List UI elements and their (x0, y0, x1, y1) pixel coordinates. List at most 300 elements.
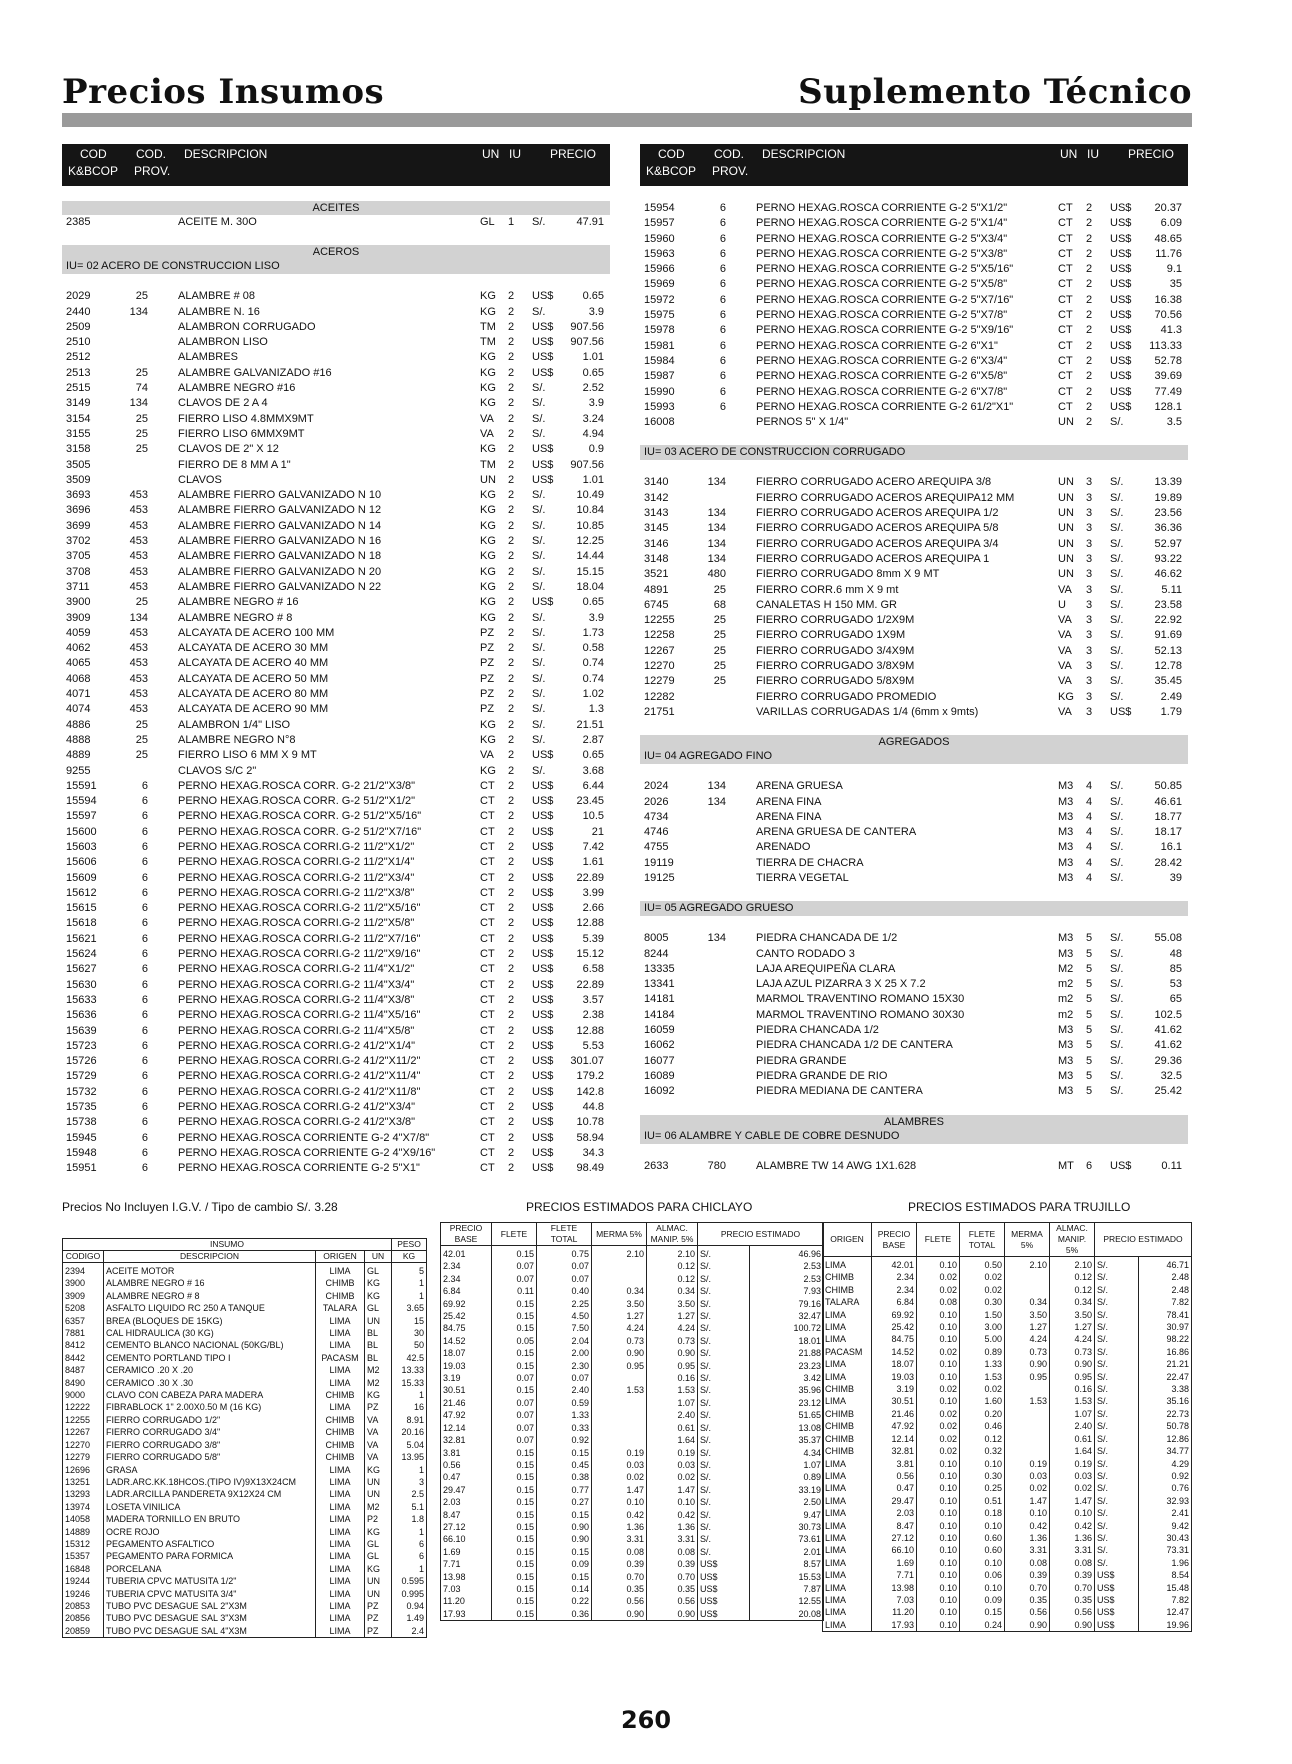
table-cell: 2.4 (392, 1625, 427, 1638)
item-iu: 5 (1086, 1069, 1093, 1082)
table-cell: S/. (1095, 1520, 1139, 1532)
table-cell: 21.21 (1138, 1358, 1191, 1370)
item-price: 52.97 (1154, 537, 1182, 550)
table-cell: 3.31 (592, 1533, 647, 1545)
table-row (62, 305, 610, 320)
item-description: PIEDRA CHANCADA DE 1/2 (756, 932, 898, 945)
item-unit: KG (480, 351, 496, 364)
provider-code: 6 (719, 385, 726, 398)
item-price: 18.17 (1154, 826, 1182, 839)
item-iu: 2 (508, 504, 515, 517)
provider-code: 134 (707, 522, 726, 535)
item-price: 907.56 (570, 458, 604, 471)
item-unit: TM (480, 320, 496, 333)
item-description: FIERRO DE 8 MM A 1" (178, 458, 291, 471)
table-cell: LIMA (823, 1470, 872, 1482)
table-cell: M2 (365, 1377, 392, 1389)
table-cell: LIMA (316, 1538, 365, 1550)
item-iu: 3 (1086, 491, 1093, 504)
group-heading: IU= 02 ACERO DE CONSTRUCCION LISO (62, 259, 610, 274)
item-code: 15609 (66, 871, 97, 884)
spacer (640, 886, 1188, 901)
item-price: 142.8 (576, 1085, 604, 1098)
provider-code: 6 (719, 370, 726, 383)
item-description: ARENADO (756, 841, 811, 854)
table-cell: CHIMB (316, 1426, 365, 1438)
item-description: PERNO HEXAG.ROSCA CORRI.G-2 11/2"X5/16" (178, 902, 421, 915)
item-code: 2515 (66, 382, 91, 395)
item-iu: 4 (1086, 871, 1093, 884)
kg-heading: KG (392, 1251, 427, 1263)
item-code: 4065 (66, 657, 91, 670)
item-currency: S/. (1110, 856, 1124, 869)
item-price: 4.94 (582, 427, 604, 440)
item-unit: KG (480, 596, 496, 609)
item-price: 22.92 (1154, 614, 1182, 627)
header-prov: PROV. (134, 164, 171, 178)
item-unit: CT (1058, 385, 1073, 398)
item-description: TIERRA VEGETAL (756, 871, 849, 884)
provider-code: 780 (707, 1159, 726, 1172)
table-row (640, 947, 1188, 962)
provider-code: 25 (135, 443, 148, 456)
table-cell: 0.92 (537, 1434, 592, 1446)
table-cell: 0.10 (917, 1371, 960, 1383)
item-price: 10.84 (576, 504, 604, 517)
table-row (823, 1520, 1192, 1532)
item-unit: KG (480, 504, 496, 517)
table-cell: TALARA (823, 1296, 872, 1308)
table-cell: 0.10 (917, 1458, 960, 1470)
item-code: 2513 (66, 366, 91, 379)
section-heading: ACEITES (62, 201, 610, 215)
item-iu: 2 (508, 427, 515, 440)
item-description: ALAMBRE FIERRO GALVANIZADO N 12 (178, 504, 382, 517)
item-iu: 2 (508, 519, 515, 532)
table-cell: 2.40 (647, 1409, 698, 1421)
item-price: 0.65 (582, 366, 604, 379)
item-code: 15990 (644, 385, 675, 398)
item-price: 0.9 (588, 443, 604, 456)
item-description: FIERRO CORRUGADO 5/8X9M (756, 675, 915, 688)
item-currency: S/. (1110, 583, 1124, 596)
table-cell: 1.69 (872, 1557, 917, 1569)
table-cell: 0.02 (592, 1471, 647, 1483)
table-cell: LIMA (823, 1333, 872, 1345)
table-cell: 0.03 (1050, 1470, 1095, 1482)
table-row (62, 962, 610, 977)
provider-code: 453 (129, 535, 148, 548)
table-cell: 8412 (63, 1339, 104, 1351)
item-price: 98.49 (576, 1162, 604, 1175)
item-unit: m2 (1058, 978, 1074, 991)
table-cell: 5.00 (960, 1333, 1005, 1345)
item-price: 44.8 (582, 1101, 604, 1114)
table-cell: 0.03 (1005, 1470, 1050, 1482)
item-code: 15954 (644, 202, 675, 214)
table-cell: 69.92 (872, 1309, 917, 1321)
item-price: 21 (591, 825, 604, 838)
item-description: ALCAYATA DE ACERO 80 MM (178, 688, 329, 701)
table-cell: UN (365, 1476, 392, 1488)
price-column-right (640, 144, 1188, 1174)
table-row (640, 354, 1188, 369)
table-row (640, 385, 1188, 400)
table-cell: 15312 (63, 1538, 104, 1550)
table-cell: 0.12 (1050, 1284, 1095, 1296)
table-cell: 3.81 (441, 1447, 492, 1459)
item-iu: 5 (1086, 993, 1093, 1006)
item-currency: US$ (532, 963, 554, 976)
item-code: 15963 (644, 247, 675, 260)
item-price: 3.9 (588, 611, 604, 624)
table-header (640, 144, 1188, 186)
provider-code: 134 (707, 507, 726, 520)
item-code: 16092 (644, 1085, 675, 1098)
table-row (63, 1625, 427, 1638)
item-currency: US$ (532, 779, 554, 792)
item-description: PERNO HEXAG.ROSCA CORR. G-2 21/2"X3/8" (178, 779, 416, 792)
item-price: 1.02 (582, 688, 604, 701)
item-code: 15606 (66, 856, 97, 869)
item-code: 15735 (66, 1101, 97, 1114)
item-description: PERNO HEXAG.ROSCA CORRI.G-2 41/2"X11/2" (178, 1055, 421, 1068)
item-code: 3158 (66, 443, 91, 456)
item-description: PERNO HEXAG.ROSCA CORRIENTE G-2 5"X1" (178, 1162, 420, 1175)
provider-code: 6 (141, 779, 148, 792)
item-description: ALAMBRON 1/4" LISO (178, 718, 291, 731)
item-currency: S/. (1110, 416, 1124, 429)
item-unit: PZ (480, 688, 495, 701)
item-code: 15984 (644, 354, 675, 367)
table-cell: 0.10 (917, 1520, 960, 1532)
item-unit: CT (480, 1131, 495, 1144)
item-iu: 2 (508, 779, 515, 792)
table-cell: 0.24 (960, 1619, 1005, 1632)
item-currency: S/. (1110, 947, 1124, 960)
table-row (62, 1008, 610, 1023)
table-cell: CHIMB (316, 1290, 365, 1302)
table-cell: 30.51 (441, 1384, 492, 1396)
item-description: PERNO HEXAG.ROSCA CORRIENTE G-2 5"X7/8" (756, 309, 1008, 322)
item-iu: 2 (508, 443, 515, 456)
table-row (823, 1395, 1192, 1407)
table-cell: 23.23 (749, 1360, 823, 1372)
item-description: ALAMBRE FIERRO GALVANIZADO N 20 (178, 565, 382, 578)
chiclayo-table (440, 1222, 824, 1621)
item-description: PERNOS 5" X 1/4" (756, 416, 849, 429)
item-unit: KG (480, 397, 496, 410)
table-cell: 1.36 (1005, 1532, 1050, 1544)
table-cell: 16 (392, 1401, 427, 1413)
item-code: 3146 (644, 537, 669, 550)
item-description: ALAMBRON CORRUGADO (178, 320, 316, 333)
table-cell: 0.15 (492, 1496, 537, 1508)
item-unit: MT (1058, 1159, 1074, 1172)
item-price: 52.13 (1154, 644, 1182, 657)
table-cell: 15.33 (392, 1377, 427, 1389)
item-code: 15594 (66, 795, 97, 808)
item-code: 2385 (66, 216, 91, 228)
item-price: 10.5 (582, 810, 604, 823)
table-row (823, 1544, 1192, 1556)
table-cell: 3900 (63, 1277, 104, 1289)
item-iu: 3 (1086, 522, 1093, 535)
table-row (823, 1383, 1192, 1395)
table-cell: 0.47 (872, 1482, 917, 1494)
item-currency: S/. (1110, 993, 1124, 1006)
item-currency: US$ (1110, 1159, 1132, 1172)
item-code: 15981 (644, 339, 675, 352)
item-price: 48.65 (1154, 232, 1182, 245)
item-iu: 2 (508, 611, 515, 624)
table-cell: 0.10 (917, 1569, 960, 1581)
table-cell: 18.01 (749, 1335, 823, 1347)
item-code: 15945 (66, 1131, 97, 1144)
table-row (62, 350, 610, 365)
item-unit: PZ (480, 703, 495, 716)
item-code: 15621 (66, 932, 97, 945)
table-cell: LIMA (316, 1476, 365, 1488)
table-row (62, 458, 610, 473)
item-unit: UN (1058, 568, 1074, 581)
table-row (63, 1501, 427, 1513)
item-currency: S/. (1110, 978, 1124, 991)
item-price: 53 (1169, 978, 1182, 991)
item-description: PERNO HEXAG.ROSCA CORR. G-2 51/2"X7/16" (178, 825, 422, 838)
item-code: 15972 (644, 293, 675, 306)
item-code: 4891 (644, 583, 669, 596)
table-cell: S/. (1095, 1532, 1139, 1544)
table-cell: S/. (698, 1384, 750, 1396)
table-cell: S/. (698, 1246, 750, 1261)
table-cell: TUBO PVC DESAGUE SAL 2"X3M (104, 1600, 316, 1612)
item-price: 0.74 (582, 672, 604, 685)
table-cell: S/. (698, 1447, 750, 1459)
item-description: ALAMBRE FIERRO GALVANIZADO N 10 (178, 489, 382, 502)
item-description: FIERRO LISO 6MMX9MT (178, 427, 305, 440)
item-iu: 2 (508, 1024, 515, 1037)
table-row (62, 381, 610, 396)
item-code: 15603 (66, 840, 97, 853)
item-code: 3155 (66, 427, 91, 440)
table-cell: 6.84 (872, 1296, 917, 1308)
table-row (62, 1161, 610, 1176)
provider-code: 25 (135, 290, 148, 303)
item-price: 52.78 (1154, 354, 1182, 367)
table-cell: 0.27 (537, 1496, 592, 1508)
table-row (441, 1384, 824, 1396)
table-row (63, 1538, 427, 1550)
item-price: 25.42 (1154, 1085, 1182, 1098)
item-iu: 2 (508, 642, 515, 655)
table-cell: 0.15 (492, 1571, 537, 1583)
table-row (640, 1084, 1188, 1099)
item-unit: CT (480, 1039, 495, 1052)
table-row (62, 794, 610, 809)
table-cell: 6 (392, 1538, 427, 1550)
table-cell: 2.5 (392, 1488, 427, 1500)
table-row (441, 1533, 824, 1545)
provider-code: 134 (707, 795, 726, 808)
item-description: VARILLAS CORRUGADAS 1/4 (6mm x 9mts) (756, 705, 979, 718)
table-cell (592, 1434, 647, 1446)
item-currency: S/. (1110, 932, 1124, 945)
provider-code: 25 (135, 412, 148, 425)
item-description: FIERRO CORRUGADO 3/8X9M (756, 660, 915, 673)
table-cell: 15.53 (749, 1571, 823, 1583)
table-cell: 30.43 (1138, 1532, 1191, 1544)
table-row (62, 503, 610, 518)
table-cell: 0.89 (749, 1471, 823, 1483)
item-currency: US$ (532, 932, 554, 945)
table-cell: 0.42 (592, 1509, 647, 1521)
item-currency: US$ (532, 886, 554, 899)
provider-code: 6 (141, 1146, 148, 1159)
trujillo-body (823, 1257, 1192, 1632)
provider-code: 6 (141, 825, 148, 838)
provider-code: 6 (141, 932, 148, 945)
table-cell: 0.10 (917, 1495, 960, 1507)
table-row (63, 1550, 427, 1562)
table-row (441, 1273, 824, 1285)
table-row (62, 1115, 610, 1130)
item-price: 18.04 (576, 580, 604, 593)
item-currency: S/. (532, 305, 546, 318)
table-cell: 1.53 (1005, 1395, 1050, 1407)
header-un: UN (1060, 147, 1078, 161)
trujillo-title: PRECIOS ESTIMADOS PARA TRUJILLO (908, 1200, 1131, 1214)
table-cell: 35.96 (749, 1384, 823, 1396)
table-cell: 0.10 (960, 1557, 1005, 1569)
provider-code: 25 (713, 614, 726, 627)
item-currency: US$ (532, 795, 554, 808)
item-code: 13341 (644, 978, 675, 991)
item-iu: 2 (508, 473, 515, 486)
item-iu: 2 (508, 626, 515, 639)
table-cell: 0.10 (917, 1606, 960, 1618)
item-code: 3148 (644, 552, 669, 565)
table-row (441, 1397, 824, 1409)
table-row (62, 672, 610, 687)
table-row (63, 1439, 427, 1451)
item-currency: US$ (532, 1101, 554, 1114)
table-cell: S/. (698, 1335, 750, 1347)
table-row (62, 947, 610, 962)
item-iu: 2 (1086, 293, 1093, 306)
item-unit: KG (480, 535, 496, 548)
table-cell: LIMA (823, 1482, 872, 1494)
item-price: 102.5 (1154, 1008, 1182, 1021)
table-row (62, 595, 610, 610)
table-row (823, 1606, 1192, 1618)
table-cell: 12.47 (1138, 1606, 1191, 1618)
table-cell: S/. (1095, 1346, 1139, 1358)
table-cell: 22.47 (1138, 1371, 1191, 1383)
table-cell: 0.10 (917, 1557, 960, 1569)
table-cell: 1.33 (537, 1409, 592, 1421)
table-cell: 9000 (63, 1389, 104, 1401)
table-row (823, 1507, 1192, 1519)
table-cell: 0.15 (492, 1384, 537, 1396)
prices-note: Precios No Incluyen I.G.V. / Tipo de cambio S/. 3.28 (62, 1200, 338, 1214)
item-iu: 2 (1086, 354, 1093, 367)
item-description: PERNO HEXAG.ROSCA CORRI.G-2 41/2"X3/8" (178, 1116, 416, 1129)
table-cell: CERAMICO .30 X .30 (104, 1377, 316, 1389)
table-cell: 7.71 (872, 1569, 917, 1581)
item-description: ARENA GRUESA (756, 780, 843, 793)
table-cell: 0.45 (537, 1459, 592, 1471)
table-cell: 2.10 (1005, 1257, 1050, 1272)
table-row (63, 1339, 427, 1351)
table-cell: 14.52 (441, 1335, 492, 1347)
provider-code: 6 (141, 795, 148, 808)
table-cell: 3.50 (592, 1298, 647, 1310)
item-code: 12279 (644, 675, 675, 688)
item-price: 0.65 (582, 596, 604, 609)
item-price: 14.44 (576, 550, 604, 563)
item-iu: 5 (1086, 962, 1093, 975)
item-code: 2512 (66, 351, 91, 364)
table-cell: 0.15 (492, 1533, 537, 1545)
table-cell: 0.15 (492, 1509, 537, 1521)
item-unit: UN (1058, 522, 1074, 535)
table-cell: 0.42 (1050, 1520, 1095, 1532)
table-cell: LIMA (316, 1327, 365, 1339)
table-cell: ALAMBRE NEGRO # 8 (104, 1290, 316, 1302)
provider-code: 74 (135, 382, 148, 395)
table-cell: 47.92 (441, 1409, 492, 1421)
table-cell: KG (365, 1290, 392, 1302)
item-code: 3900 (66, 596, 91, 609)
item-code: 8005 (644, 932, 669, 945)
table-cell: 0.15 (492, 1447, 537, 1459)
header-kbcop: K&BCOP (68, 164, 119, 178)
table-cell: S/. (698, 1546, 750, 1558)
item-currency: US$ (1110, 217, 1132, 230)
table-cell: 1.27 (1005, 1321, 1050, 1333)
table-row (441, 1434, 824, 1446)
item-price: 23.56 (1154, 507, 1182, 520)
table-row (62, 1024, 610, 1039)
provider-code: 6 (719, 217, 726, 230)
provider-code: 6 (719, 278, 726, 291)
table-cell: TUBO PVC DESAGUE SAL 4"X3M (104, 1625, 316, 1638)
provider-code: 25 (135, 596, 148, 609)
section-heading: ALAMBRES (640, 1115, 1188, 1129)
table-cell: 0.02 (917, 1346, 960, 1358)
item-unit: M2 (1058, 962, 1074, 975)
table-cell: 0.22 (537, 1595, 592, 1607)
item-price: 1.01 (582, 473, 604, 486)
item-currency: S/. (532, 412, 546, 425)
table-row (62, 1069, 610, 1084)
table-row (62, 611, 610, 626)
item-currency: US$ (1110, 339, 1132, 352)
table-cell: 1.36 (647, 1521, 698, 1533)
item-iu: 3 (1086, 705, 1093, 718)
item-currency: US$ (532, 473, 554, 486)
item-code: 3154 (66, 412, 91, 425)
item-price: 15.15 (576, 565, 604, 578)
provider-code: 25 (135, 366, 148, 379)
table-cell: LIMA (823, 1309, 872, 1321)
table-row (640, 323, 1188, 338)
table-row (823, 1582, 1192, 1594)
table-cell: 12270 (63, 1439, 104, 1451)
item-code: 15951 (66, 1162, 97, 1175)
item-description: CANTO RODADO 3 (756, 947, 855, 960)
